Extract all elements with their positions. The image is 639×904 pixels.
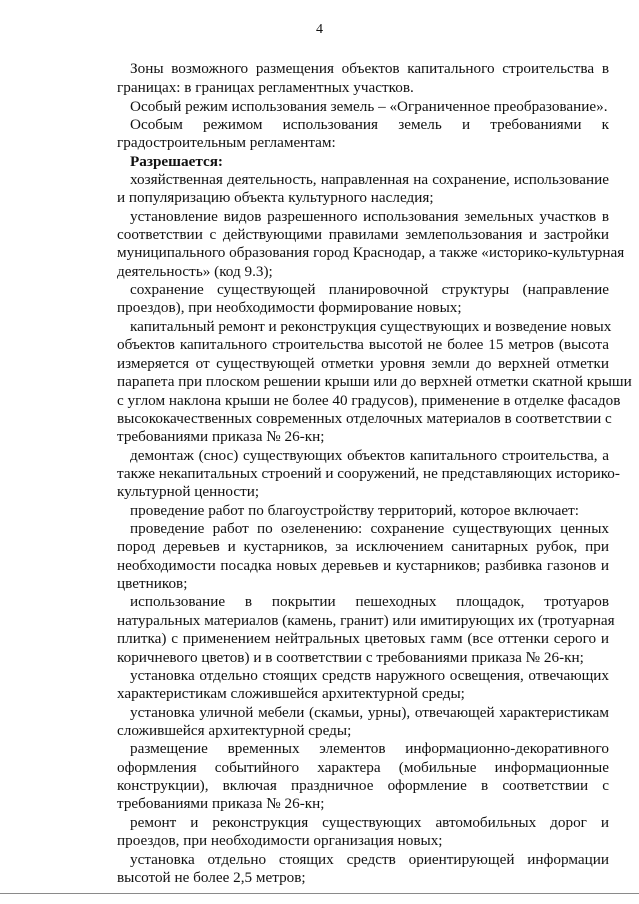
text-line-36: установка уличной мебели (скамьи, урны), отвечающей характеристикам: [130, 704, 609, 721]
text-line-42: ремонт и реконструкция существующих автомобильных дорог и: [130, 814, 609, 831]
text-line-7: хозяйственная деятельность, направленная на сохранение, использование: [130, 171, 609, 188]
text-line-3: Особый режим использования земель – «Ограниченное преобразование».: [130, 98, 608, 115]
text-line-11: муниципального образования город Краснодар, а также «историко-культурная: [117, 244, 625, 261]
text-line-13: сохранение существующей планировочной структуры (направление: [130, 281, 609, 298]
text-line-18: парапета при плоском решении крыши или до верхней отметки скатной крыши: [117, 373, 632, 390]
text-line-8: и популяризацию объекта культурного наследия;: [117, 189, 434, 206]
text-line-40: конструкции), включая праздничное оформление в соответствии с: [117, 777, 609, 794]
text-line-24: культурной ценности;: [117, 483, 260, 500]
text-line-30: использование в покрытии пешеходных площадок, тротуаров: [130, 593, 609, 610]
text-line-38: размещение временных элементов информационно-декоративного: [130, 740, 609, 757]
text-line-39: оформления событийного характера (мобильные информационные: [117, 759, 609, 776]
text-line-41: требованиями приказа № 26-кн;: [117, 795, 325, 812]
text-line-27: пород деревьев и кустарников, за исключением санитарных рубок, при: [117, 538, 609, 555]
text-line-35: характеристикам сложившейся архитектурной среды;: [117, 685, 465, 702]
text-line-19: с углом наклона крыши не более 40 градусов), применение в отделке фасадов: [117, 392, 621, 409]
text-line-26: проведение работ по озеленению: сохранение существующих ценных: [130, 520, 609, 537]
text-line-20: высококачественных современных отделочных материалов в соответствии с: [117, 410, 612, 427]
text-line-15: капитальный ремонт и реконструкция существующих и возведение новых: [130, 318, 612, 335]
section-heading-permitted: Разрешается:: [130, 153, 223, 170]
text-line-45: высотой не более 2,5 метров;: [117, 869, 306, 886]
text-line-23: также некапитальных строений и сооружений, не представляющих историко-: [117, 465, 620, 482]
text-line-21: требованиями приказа № 26-кн;: [117, 428, 325, 445]
page-number: 4: [316, 22, 323, 37]
text-line-25: проведение работ по благоустройству территорий, которое включает:: [130, 502, 580, 519]
text-line-10: соответствии с действующими правилами землепользования и застройки: [117, 226, 609, 243]
text-line-44: установка отдельно стоящих средств ориентирующей информации: [130, 851, 609, 868]
text-line-43: проездов, при необходимости организация новых;: [117, 832, 443, 849]
text-line-9: установление видов разрешенного использования земельных участков в: [130, 208, 609, 225]
text-line-4: Особым режимом использования земель и требованиями к: [130, 116, 609, 133]
text-line-34: установка отдельно стоящих средств наружного освещения, отвечающих: [130, 667, 609, 684]
text-line-32: плитка) с применением нейтральных цветовых гамм (все оттенки серого и: [117, 630, 609, 647]
text-line-17: измеряется от существующей отметки уровня земли до верхней отметки: [117, 355, 609, 372]
text-line-14: проездов), при необходимости формирование новых;: [117, 299, 462, 316]
text-line-22: демонтаж (снос) существующих объектов капитального строительства, а: [130, 447, 609, 464]
text-line-33: коричневого цветов) и в соответствии с требованиями приказа № 26-кн;: [117, 649, 584, 666]
text-line-31: натуральных материалов (камень, гранит) или имитирующих их (тротуарная: [117, 612, 615, 629]
text-line-16: объектов капитального строительства высотой не более 15 метров (высота: [117, 336, 609, 353]
bottom-rule: [0, 893, 639, 894]
text-line-29: цветников;: [117, 575, 188, 592]
text-line-5: градостроительным регламентам:: [117, 134, 336, 151]
text-line-12: деятельность» (код 9.3);: [117, 263, 273, 280]
text-line-2: границах: в границах регламентных участков.: [117, 79, 414, 96]
text-line-28: необходимости посадка новых деревьев и кустарников; разбивка газонов и: [117, 557, 609, 574]
text-line-37: сложившейся архитектурной среды;: [117, 722, 352, 739]
text-line-1: Зоны возможного размещения объектов капитального строительства в: [130, 60, 609, 77]
